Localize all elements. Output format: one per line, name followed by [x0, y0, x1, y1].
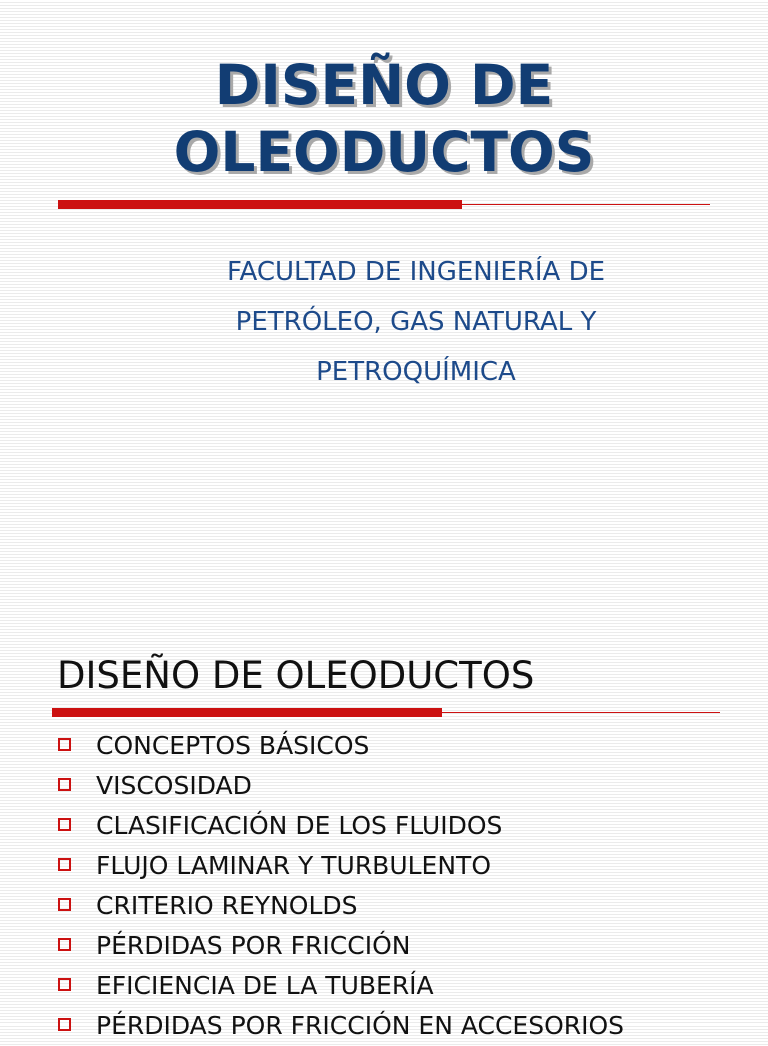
list-item-label: PÉRDIDAS POR FRICCIÓN EN ACCESORIOS [96, 1011, 625, 1040]
subtitle-line-1: FACULTAD DE INGENIERÍA DE [226, 257, 606, 287]
slide-title [0, 52, 768, 186]
list-item-label: CONCEPTOS BÁSICOS [96, 731, 370, 760]
list-item-label: VISCOSIDAD [96, 771, 252, 800]
subtitle-line-3: PETROQUÍMICA [316, 357, 516, 387]
list-item-label: CRITERIO REYNOLDS [96, 891, 358, 920]
contents-title: DISEÑO DE OLEODUCTOS [57, 654, 535, 697]
hollow-square-bullet-icon [58, 858, 71, 871]
list-item [58, 846, 758, 886]
hollow-square-bullet-icon [58, 778, 71, 791]
title-divider-thin [462, 204, 710, 205]
hollow-square-bullet-icon [58, 938, 71, 951]
contents-divider-thin [442, 712, 720, 713]
hollow-square-bullet-icon [58, 818, 71, 831]
title-divider-thick [58, 200, 462, 209]
list-item [58, 726, 758, 766]
slide-subtitle [140, 247, 692, 397]
hollow-square-bullet-icon [58, 1018, 71, 1031]
list-item [58, 766, 758, 806]
list-item [58, 926, 758, 966]
list-item [58, 966, 758, 1006]
subtitle-line-2: PETRÓLEO, GAS NATURAL Y [235, 307, 597, 337]
list-item-label: CLASIFICACIÓN DE LOS FLUIDOS [96, 811, 503, 840]
list-item [58, 1006, 758, 1046]
topic-list [58, 726, 758, 1046]
hollow-square-bullet-icon [58, 978, 71, 991]
hollow-square-bullet-icon [58, 898, 71, 911]
contents-slide [0, 630, 768, 1040]
title-divider [58, 200, 710, 209]
list-item-label: FLUJO LAMINAR Y TURBULENTO [96, 851, 492, 880]
list-item-label: PÉRDIDAS POR FRICCIÓN [96, 931, 411, 960]
slide-title-line-1: DISEÑO DE [214, 53, 554, 117]
list-item [58, 806, 758, 846]
hollow-square-bullet-icon [58, 738, 71, 751]
list-item [58, 886, 758, 926]
contents-divider-thick [52, 708, 442, 717]
list-item-label: EFICIENCIA DE LA TUBERÍA [96, 971, 434, 1000]
contents-divider [52, 708, 720, 717]
slide-title-line-2: OLEODUCTOS [173, 120, 595, 184]
